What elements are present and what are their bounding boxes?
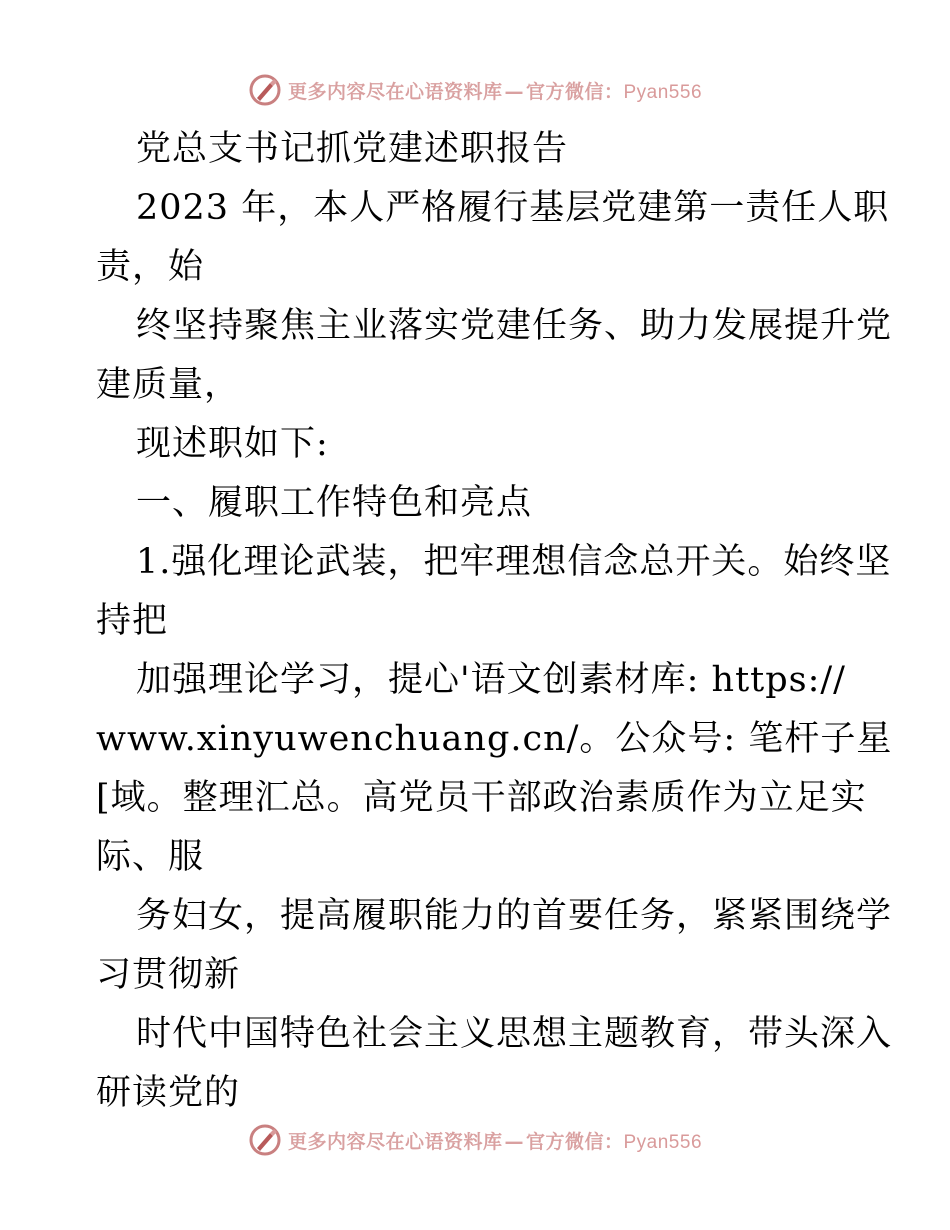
section-heading: 一、履职工作特色和亮点 bbox=[136, 483, 533, 523]
paragraph-line: [域。整理汇总。高党员干部政治素质作为立足实 bbox=[96, 778, 867, 818]
paragraph-line: 建质量， bbox=[96, 365, 241, 405]
paragraph-line: 2023 年，本人严格履行基层党建第一责任人职 bbox=[136, 188, 890, 228]
paragraph-line: 习贯彻新 bbox=[96, 955, 241, 995]
paragraph-line: 1.强化理论武装，把牢理想信念总开关。始终坚 bbox=[136, 542, 892, 582]
header-watermark bbox=[0, 70, 950, 110]
paragraph-line: 时代中国特色社会主义思想主题教育，带头深入 bbox=[136, 1014, 893, 1054]
paragraph-line: 务妇女，提高履职能力的首要任务，紧紧围绕学 bbox=[136, 896, 893, 936]
document-body bbox=[96, 120, 893, 1123]
paragraph-line: 持把 bbox=[96, 601, 169, 641]
pen-logo-icon bbox=[248, 1123, 282, 1157]
paragraph-line: 际、服 bbox=[96, 837, 205, 877]
paragraph-line: 研读党的 bbox=[96, 1073, 241, 1113]
document-title: 党总支书记抓党建述职报告 bbox=[136, 129, 569, 169]
paragraph-line: 加强理论学习，提心'语文创素材库: https:// bbox=[136, 660, 846, 700]
paragraph-line: 现述职如下: bbox=[136, 424, 329, 464]
paragraph-line: 责，始 bbox=[96, 247, 205, 287]
paragraph-line: www.xinyuwenchuang.cn/。公众号: 笔杆子星 bbox=[96, 719, 893, 759]
watermark-text: 更多内容尽在心语资料库 — 官方微信：Pyan556 bbox=[287, 1130, 703, 1153]
paragraph-line: 终坚持聚焦主业落实党建任务、助力发展提升党 bbox=[136, 306, 893, 346]
pen-logo-icon bbox=[248, 73, 282, 107]
watermark-text: 更多内容尽在心语资料库 — 官方微信：Pyan556 bbox=[287, 80, 703, 103]
footer-watermark bbox=[0, 1120, 950, 1160]
